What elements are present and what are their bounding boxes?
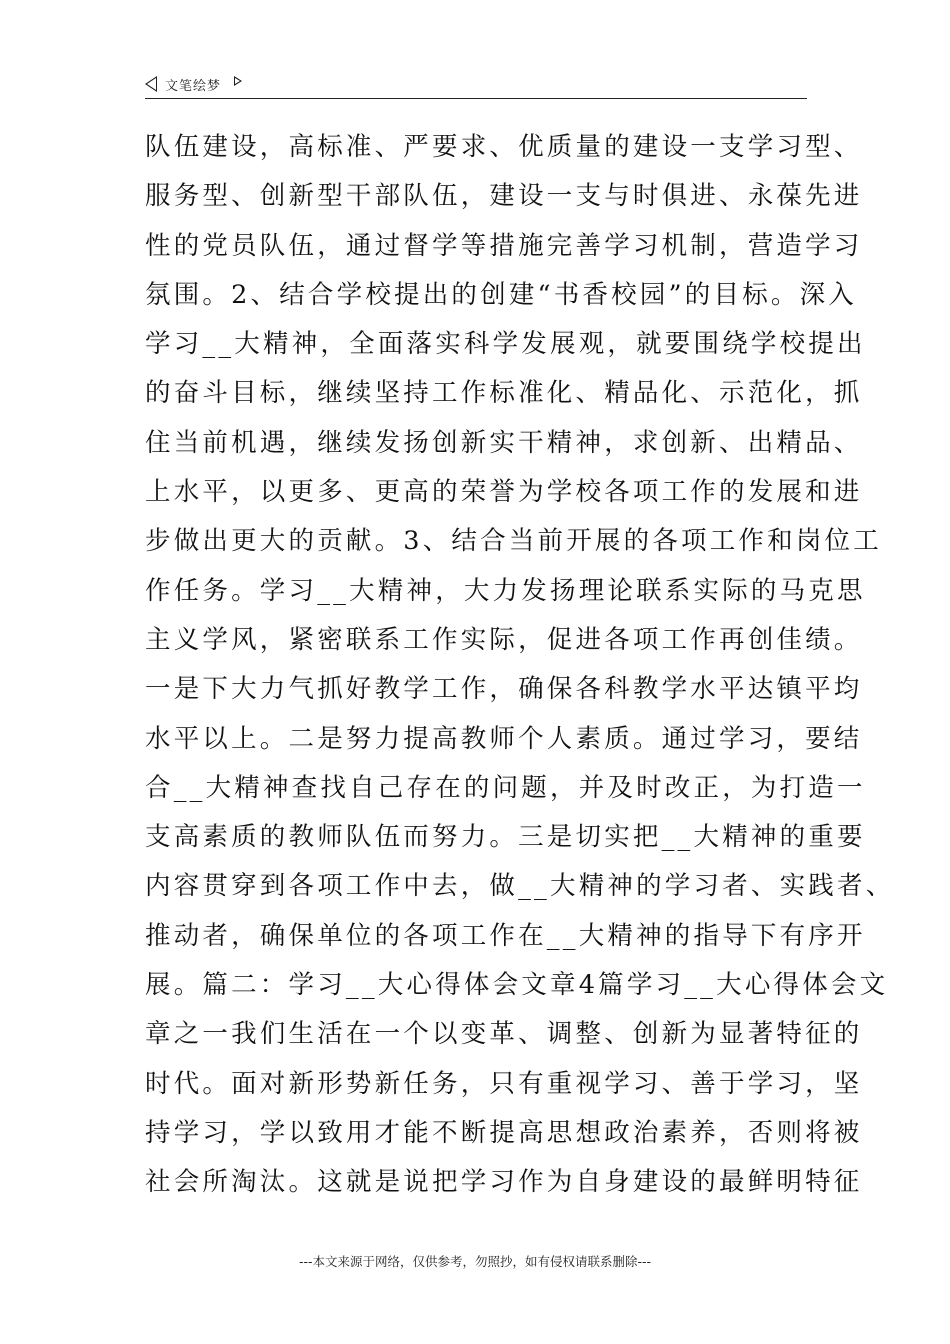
text-line: 展。篇二：学习__大心得体会文章4篇学习__大心得体会文 bbox=[145, 970, 889, 1001]
text-line: 队伍建设，高标准、严要求、优质量的建设一支学习型、 bbox=[145, 132, 863, 162]
triangle-right-icon bbox=[234, 76, 242, 86]
header-title: 文笔绘梦 bbox=[165, 79, 222, 94]
text-line: 合__大精神查找自己存在的问题，并及时改正，为打造一 bbox=[145, 772, 866, 803]
page-footer: ---本文来源于网络，仅供参考，勿照抄，如有侵权请联系删除--- bbox=[298, 1254, 652, 1269]
text-line: 上水平，以更多、更高的荣誉为学校各项工作的发展和进 bbox=[145, 477, 863, 508]
text-line: 主义学风，紧密联系工作实际，促进各项工作再创佳绩。 bbox=[145, 624, 863, 655]
text-line: 章之一我们生活在一个以变革、调整、创新为显著特征的 bbox=[145, 1019, 863, 1050]
text-line: 社会所淘汰。这就是说把学习作为自身建设的最鲜明特征 bbox=[145, 1167, 863, 1198]
page-header bbox=[145, 70, 807, 99]
text-line: 内容贯穿到各项工作中去，做__大精神的学习者、实践者、 bbox=[145, 871, 895, 902]
text-line: 支高素质的教师队伍而努力。三是切实把__大精神的重要 bbox=[145, 822, 866, 853]
text-line: 住当前机遇，继续发扬创新实干精神，求创新、出精品、 bbox=[145, 427, 863, 458]
triangle-left-icon bbox=[145, 76, 157, 92]
text-line: 推动者，确保单位的各项工作在__大精神的指导下有序开 bbox=[145, 920, 866, 951]
text-line: 一是下大力气抓好教学工作，确保各科教学水平达镇平均 bbox=[145, 674, 863, 705]
text-line: 服务型、创新型干部队伍，建设一支与时俱进、永葆先进 bbox=[145, 181, 863, 212]
document-body bbox=[145, 123, 895, 1208]
text-line: 步做出更大的贡献。3、结合当前开展的各项工作和岗位工 bbox=[145, 526, 882, 557]
text-line: 作任务。学习__大精神，大力发扬理论联系实际的马克思 bbox=[145, 575, 866, 606]
text-line: 的奋斗目标，继续坚持工作标准化、精品化、示范化，抓 bbox=[145, 378, 863, 409]
text-line: 水平以上。二是努力提高教师个人素质。通过学习，要结 bbox=[145, 723, 863, 754]
text-line: 时代。面对新形势新任务，只有重视学习、善于学习，坚 bbox=[145, 1068, 863, 1099]
text-line: 性的党员队伍，通过督学等措施完善学习机制，营造学习 bbox=[145, 230, 863, 261]
text-line: 氛围。2、结合学校提出的创建“书香校园”的目标。深入 bbox=[145, 279, 857, 310]
text-line: 学习__大精神，全面落实科学发展观，就要围绕学校提出 bbox=[145, 329, 866, 360]
text-line: 持学习，学以致用才能不断提高思想政治素养，否则将被 bbox=[145, 1117, 863, 1148]
